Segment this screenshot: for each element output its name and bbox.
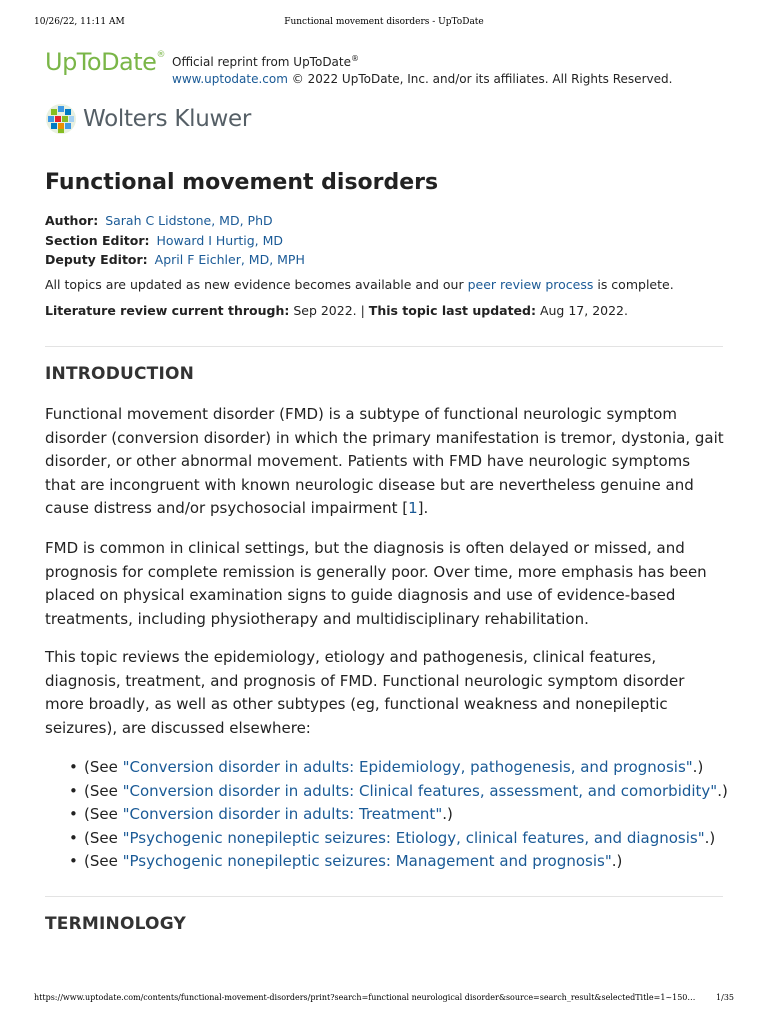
see-also-item (69, 827, 728, 851)
peer-review-link[interactable]: peer review process (467, 277, 594, 292)
article-meta (45, 211, 305, 270)
copyright-line (172, 71, 672, 88)
see-prefix: (See (84, 758, 123, 776)
see-also-link[interactable]: "Conversion disorder in adults: Treatment" (122, 805, 443, 823)
wolters-kluwer-logo (45, 103, 251, 135)
see-prefix: (See (84, 781, 123, 800)
see-also-item (69, 850, 728, 874)
print-page-title: Functional movement disorders - UpToDate (284, 17, 484, 27)
intro-paragraph-2: FMD is common in clinical settings, but the diagnosis is often delayed or missed, and prognosis for complete remission is generally poor. Over time, more emphasis has been placed on physical examination signs to guide diagnosis and use of evidence-based treatments, including physiotherapy and multidisciplinary rehabilitation. (45, 539, 707, 628)
author-label: Author: (45, 213, 99, 228)
author-link[interactable]: Sarah C Lidstone, MD, PhD (105, 213, 273, 228)
section-editor-link[interactable]: Howard I Hurtig, MD (156, 232, 284, 248)
page-number: 1/35 (716, 993, 734, 1002)
see-also-link[interactable]: "Psychogenic nonepileptic seizures: Management and prognosis" (122, 852, 612, 870)
section-divider (45, 346, 723, 347)
lit-review-label: Literature review current through: (45, 303, 290, 318)
section-editor-row (45, 231, 305, 251)
see-also-item (69, 780, 728, 804)
intro-paragraph-3: This topic reviews the epidemiology, etiology and pathogenesis, clinical features, diagnosis, treatment, and prognosis of FMD. Functional neurologic symptom disorder more broadly, as well as other subtypes (eg, functional weakness and nonepileptic seizures), are discussed elsewhere: (45, 648, 685, 737)
lit-review-value: Sep 2022. | (289, 303, 369, 318)
see-also-item (69, 803, 728, 827)
see-also-link[interactable]: "Conversion disorder in adults: Epidemiology, pathogenesis, and prognosis" (122, 758, 693, 776)
reprint-registered-mark: ® (351, 54, 359, 63)
print-url: https://www.uptodate.com/contents/functional-movement-disorders/print?search=functional neurological disorder&source=search_result&selectedTitle=1~150… (34, 993, 696, 1002)
uptodate-site-link[interactable]: www.uptodate.com (172, 72, 288, 86)
reprint-notice (172, 50, 672, 88)
update-notice (45, 277, 674, 292)
author-row (45, 211, 305, 231)
print-header (34, 17, 734, 31)
reprint-text: Official reprint from UpToDate (172, 55, 351, 69)
see-suffix: .) (692, 758, 704, 776)
wolters-kluwer-mosaic-icon (45, 103, 77, 135)
section-editor-label: Section Editor: (45, 232, 150, 248)
intro-paragraph-1 (45, 403, 725, 521)
see-prefix: (See (84, 805, 123, 823)
last-updated-value: Aug 17, 2022. (535, 303, 628, 318)
see-suffix: .) (611, 852, 623, 870)
introduction-heading: INTRODUCTION (45, 364, 195, 384)
see-prefix: (See (84, 852, 123, 870)
reference-link-1[interactable]: 1 (408, 499, 418, 517)
see-also-link[interactable]: "Conversion disorder in adults: Clinical features, assessment, and comorbidity" (122, 781, 718, 800)
terminology-heading: TERMINOLOGY (45, 914, 186, 934)
reprint-line (172, 50, 672, 71)
see-also-link[interactable]: "Psychogenic nonepileptic seizures: Etiology, clinical features, and diagnosis" (122, 828, 705, 847)
deputy-editor-link[interactable]: April F Eichler, MD, MPH (154, 252, 305, 267)
deputy-editor-label: Deputy Editor: (45, 252, 148, 267)
deputy-editor-row (45, 250, 305, 270)
notice-text-start: All topics are updated as new evidence becomes available and our (45, 277, 468, 292)
page-title: Functional movement disorders (45, 170, 439, 195)
see-suffix: .) (704, 828, 716, 847)
intro-paragraph-1-text: Functional movement disorder (FMD) is a subtype of functional neurologic symptom disorder (conversion disorder) in which the primary manifestation is tremor, dystonia, gait disorder, or other abnormal movement. Patients with FMD have neurologic symptoms that are incongruent with known neurologic disease but are nevertheless genuine and cause distress and/or psychosocial impairment [ (45, 405, 724, 517)
uptodate-logo-mark: ® (156, 50, 165, 60)
see-suffix: .) (442, 805, 453, 823)
see-also-item (69, 756, 728, 780)
print-footer (34, 993, 734, 1007)
uptodate-logo[interactable] (45, 48, 165, 76)
print-datetime: 10/26/22, 11:11 AM (34, 17, 125, 27)
review-dates (45, 303, 628, 318)
uptodate-logo-text: UpToDate (45, 48, 157, 76)
notice-text-end: is complete. (593, 277, 674, 292)
see-prefix: (See (84, 828, 123, 847)
see-also-list (69, 756, 728, 874)
last-updated-label: This topic last updated: (368, 303, 536, 318)
wolters-kluwer-wordmark: Wolters Kluwer (83, 106, 252, 132)
intro-paragraph-1-end: ]. (417, 499, 429, 517)
see-suffix: .) (717, 781, 728, 800)
copyright-text: © 2022 UpToDate, Inc. and/or its affiliates. All Rights Reserved. (287, 72, 673, 86)
section-divider (45, 896, 723, 897)
